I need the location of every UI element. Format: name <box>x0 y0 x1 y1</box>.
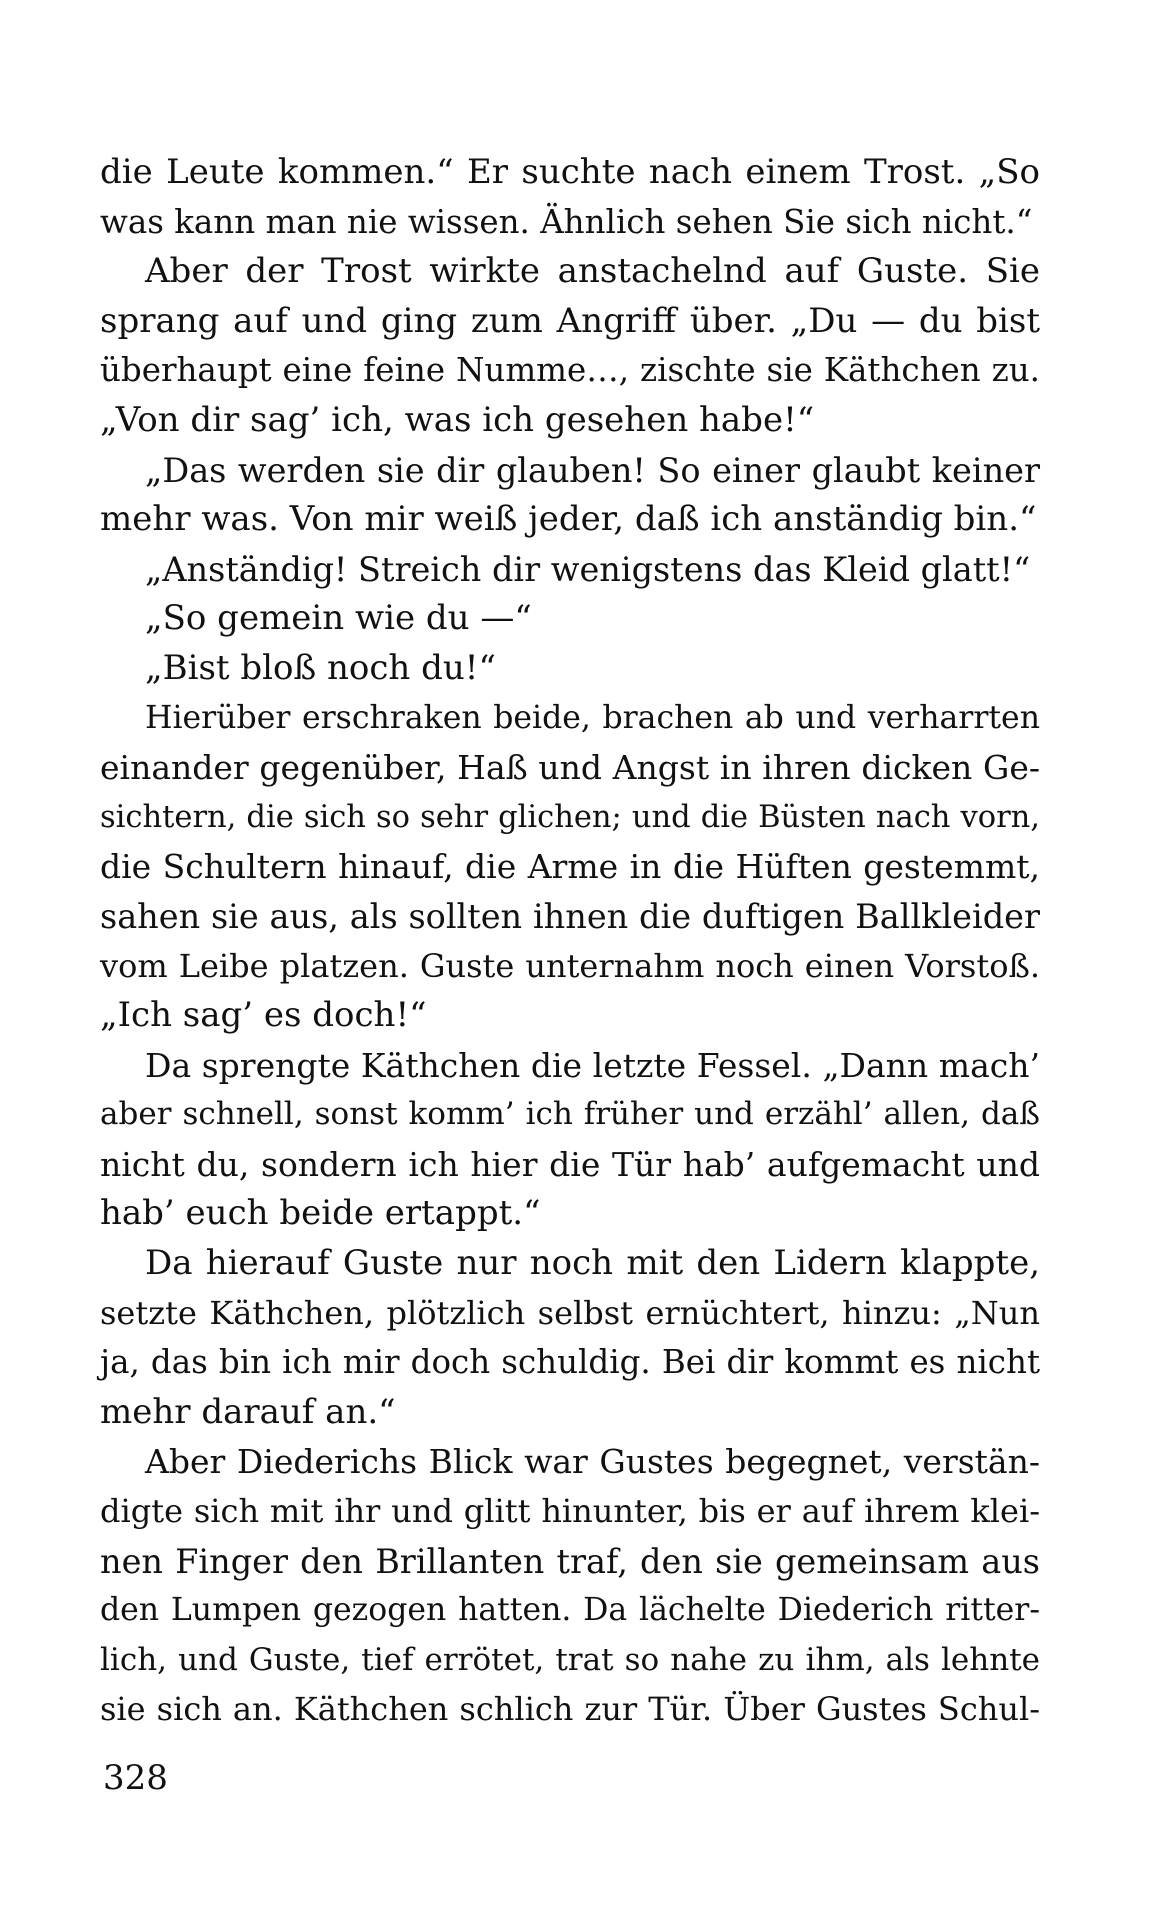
body-text <box>100 148 1040 1735</box>
text-line: „Ich sag’ es doch!“ <box>100 995 427 1036</box>
text-line: sie sich an. Käthchen schlich zur Tür. Über Gustes Schul- <box>100 1690 1040 1729</box>
text-line: Da sprengte Käthchen die letzte Fessel. „Dann mach’ <box>145 1045 1040 1085</box>
text-line: Aber der Trost wirkte anstachelnd auf Guste. Sie <box>145 251 1040 292</box>
text-line: Da hierauf Guste nur noch mit den Lidern klappte, <box>145 1243 1040 1284</box>
text-line: aber schnell, sonst komm’ ich früher und erzähl’ allen, daß <box>100 1096 1040 1133</box>
text-line: die Schultern hinauf, die Arme in die Hüften gestemmt, <box>100 847 1040 887</box>
text-line: vom Leibe platzen. Guste unternahm noch einen Vorstoß. <box>100 946 1040 985</box>
text-line: „Anständig! Streich dir wenigstens das Kleid glatt!“ <box>145 549 1031 589</box>
text-line: sichtern, die sich so sehr glichen; und die Büsten nach vorn, <box>100 799 1040 835</box>
text-line: „Bist bloß noch du!“ <box>145 647 496 688</box>
text-line: sahen sie aus, als sollten ihnen die duftigen Ballkleider <box>100 896 1040 936</box>
text-line: ja, das bin ich mir doch schuldig. Bei dir kommt es nicht <box>100 1343 1040 1382</box>
text-line: den Lumpen gezogen hatten. Da lächelte Diederich ritter- <box>100 1592 1040 1629</box>
text-line: digte sich mit ihr und glitt hinunter, bis er auf ihrem klei- <box>100 1492 1040 1531</box>
page-number: 328 <box>103 1758 168 1798</box>
text-line: mehr darauf an.“ <box>100 1391 396 1432</box>
text-line: sprang auf und ging zum Angriff über. „Du — du bist <box>100 300 1040 341</box>
text-line: die Leute kommen.“ Er suchte nach einem Trost. „So <box>100 152 1040 192</box>
text-line: Aber Diederichs Blick war Gustes begegnet, verstän- <box>145 1442 1040 1482</box>
text-line: überhaupt eine feine Numme…, zischte sie Käthchen zu. <box>100 351 1040 390</box>
text-line: einander gegenüber, Haß und Angst in ihren dicken Ge- <box>100 748 1040 788</box>
text-line: nen Finger den Brillanten traf, den sie gemeinsam aus <box>100 1541 1040 1581</box>
text-line: hab’ euch beide ertappt.“ <box>100 1193 541 1234</box>
text-line: „So gemein wie du —“ <box>145 598 532 639</box>
text-line: mehr was. Von mir weiß jeder, daß ich anständig bin.“ <box>100 499 1037 540</box>
text-line: Hierüber erschraken beide, brachen ab und verharrten <box>145 699 1040 736</box>
text-line: „Von dir sag’ ich, was ich gesehen habe!“ <box>100 399 815 440</box>
text-line: lich, und Guste, tief errötet, trat so nahe zu ihm, als lehnte <box>100 1641 1040 1678</box>
text-line: „Das werden sie dir glauben! So einer glaubt keiner <box>145 450 1040 490</box>
text-line: setzte Käthchen, plötzlich selbst ernüchtert, hinzu: „Nun <box>100 1293 1040 1332</box>
text-line: was kann man nie wissen. Ähnlich sehen Sie sich nicht.“ <box>100 202 1033 241</box>
text-line: nicht du, sondern ich hier die Tür hab’ aufgemacht und <box>100 1144 1040 1184</box>
